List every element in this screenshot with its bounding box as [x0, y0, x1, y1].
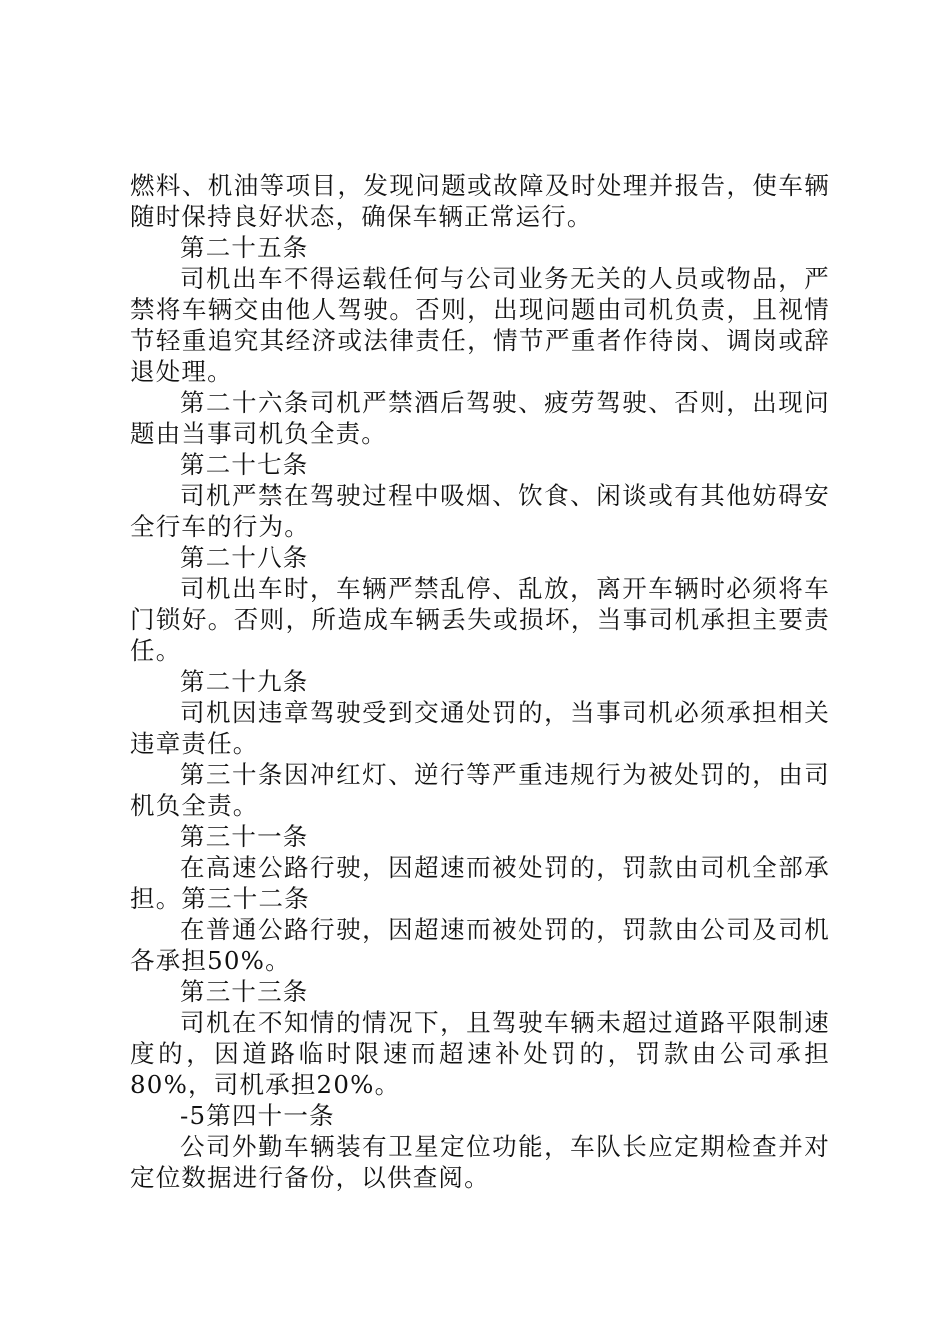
article-27-heading: 第二十七条: [180, 450, 309, 479]
article-25-heading: 第二十五条: [180, 233, 309, 262]
article-33-heading: 第三十三条: [180, 977, 309, 1006]
article-32-body: 在普通公路行驶，因超速而被处罚的，罚款由公司及司机各承担50%。: [130, 915, 830, 975]
article-26: 第二十六条司机严禁酒后驾驶、疲劳驾驶、否则，出现问题由当事司机负全责。: [130, 388, 830, 448]
article-31-heading: 第三十一条: [180, 822, 309, 851]
article-29-heading: 第二十九条: [180, 667, 309, 696]
article-30: 第三十条因冲红灯、逆行等严重违规行为被处罚的，由司机负全责。: [130, 760, 830, 820]
article-28-body: 司机出车时，车辆严禁乱停、乱放，离开车辆时必须将车门锁好。否则，所造成车辆丢失或损坏，当事司机承担主要责任。: [130, 574, 830, 665]
article-28-heading: 第二十八条: [180, 543, 309, 572]
article-41-heading: -5第四十一条: [180, 1101, 335, 1130]
article-41-body: 公司外勤车辆装有卫星定位功能，车队长应定期检查并对定位数据进行备份，以供查阅。: [130, 1132, 830, 1192]
paragraph-fuel-check: 燃料、机油等项目，发现问题或故障及时处理并报告，使车辆随时保持良好状态，确保车辆正常运行。: [130, 171, 830, 231]
article-27-body: 司机严禁在驾驶过程中吸烟、饮食、闲谈或有其他妨碍安全行车的行为。: [130, 481, 830, 541]
article-25-body: 司机出车不得运载任何与公司业务无关的人员或物品，严禁将车辆交由他人驾驶。否则，出现问题由司机负责，且视情节轻重追究其经济或法律责任，情节严重者作待岗、调岗或辞退处理。: [130, 264, 830, 386]
article-29-body: 司机因违章驾驶受到交通处罚的，当事司机必须承担相关违章责任。: [130, 698, 830, 758]
article-33-body: 司机在不知情的情况下，且驾驶车辆未超过道路平限制速度的，因道路临时限速而超速补处罚的，罚款由公司承担80%，司机承担20%。: [130, 1008, 830, 1099]
document-body: [130, 170, 830, 1193]
article-31-body: 在高速公路行驶，因超速而被处罚的，罚款由司机全部承担。第三十二条: [130, 853, 830, 913]
